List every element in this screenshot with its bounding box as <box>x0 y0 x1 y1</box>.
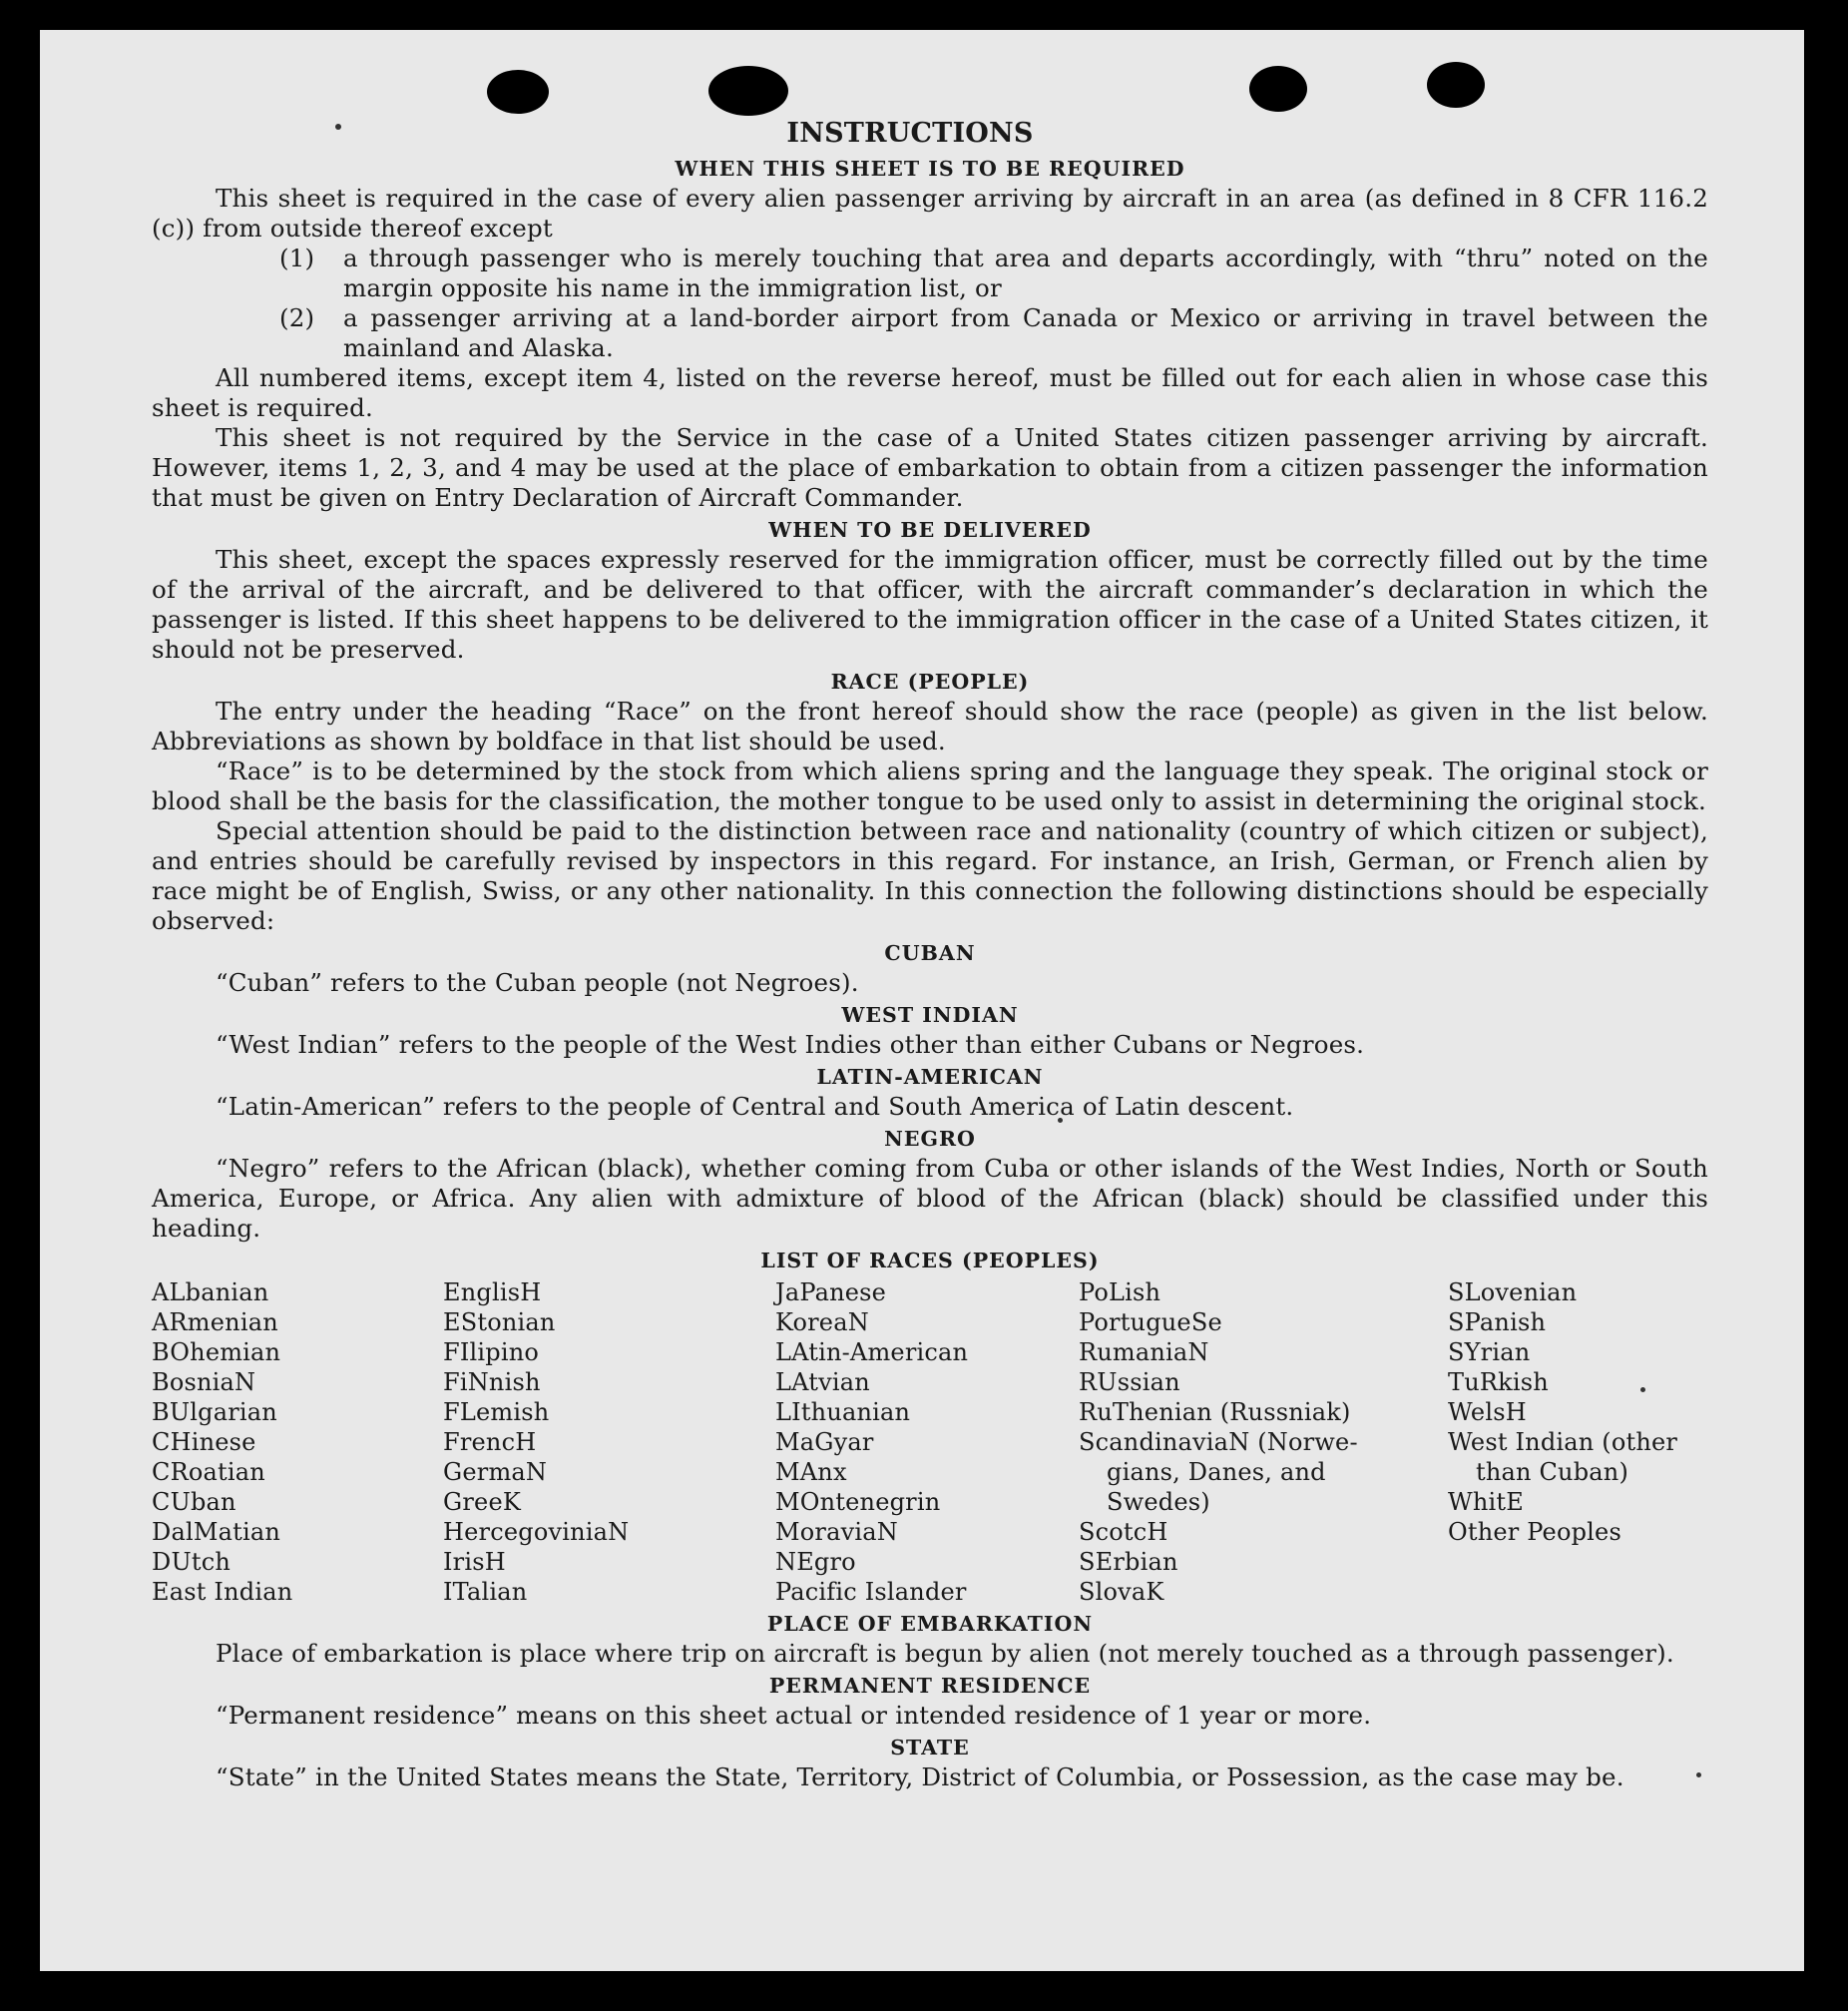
race-item: CHinese <box>152 1428 256 1456</box>
race-item: LIthuanian <box>775 1398 911 1426</box>
numbered-item-1 <box>152 244 1708 303</box>
race-list <box>152 1277 1708 1607</box>
race-item: RUssian <box>1079 1368 1180 1396</box>
race-item: RuThenian (Russniak) <box>1079 1398 1351 1426</box>
race-item: EStonian <box>443 1308 556 1336</box>
race-item-continued: than Cuban) <box>1476 1458 1629 1486</box>
race-item: TuRkish <box>1448 1368 1549 1396</box>
race-item: FIlipino <box>443 1338 540 1366</box>
item-text: a through passenger who is merely touching that area and departs accordingly, with “thru” noted on the margin opposite his name in the immigration list, or <box>343 244 1708 302</box>
paragraph: This sheet, except the spaces expressly reserved for the immigration officer, must be correctly filled out by the time of the arrival of the aircraft, and be delivered to that officer, with the aircraft commander’s declaration in which the passenger is listed. If this sheet happens to be delivered to the immigration officer in the case of a United States citizen, it should not be preserved. <box>152 545 1708 664</box>
heading-state: STATE <box>890 1736 970 1760</box>
paragraph: “Latin-American” refers to the people of Central and South America of Latin descent. <box>216 1092 1294 1121</box>
heading-embarkation: PLACE OF EMBARKATION <box>766 1612 1094 1636</box>
race-item: KoreaN <box>775 1308 869 1336</box>
race-item: WhitE <box>1448 1488 1524 1516</box>
race-item: JaPanese <box>775 1278 887 1306</box>
page-title: INSTRUCTIONS <box>786 118 1034 149</box>
race-item-continued: gians, Danes, and <box>1107 1458 1326 1486</box>
punch-hole-2 <box>708 66 788 116</box>
race-item: ScotcH <box>1079 1518 1168 1546</box>
race-column-4 <box>1079 1277 1448 1607</box>
race-item: SlovaK <box>1079 1578 1164 1606</box>
race-item: DalMatian <box>152 1518 280 1546</box>
race-item: FiNnish <box>443 1368 541 1396</box>
race-item: WelsH <box>1448 1398 1527 1426</box>
race-item: HercegoviniaN <box>443 1518 630 1546</box>
race-item: SErbian <box>1079 1548 1178 1576</box>
item-number: (1) <box>279 244 315 272</box>
numbered-item-2 <box>152 303 1708 363</box>
punch-hole-1 <box>487 70 549 114</box>
race-item: SLovenian <box>1448 1278 1578 1306</box>
heading-cuban: CUBAN <box>884 941 976 965</box>
heading-latin-american: LATIN-AMERICAN <box>816 1065 1044 1089</box>
race-item: Other Peoples <box>1448 1518 1621 1546</box>
race-item: FrencH <box>443 1428 537 1456</box>
form-sheet <box>40 30 1804 1971</box>
race-item: FLemish <box>443 1398 550 1426</box>
paragraph: Place of embarkation is place where trip on aircraft is begun by alien (not merely touched as a through passenger). <box>216 1639 1674 1668</box>
race-item: ALbanian <box>152 1278 269 1306</box>
instructions-body <box>152 116 1708 1792</box>
race-item: LAtvian <box>775 1368 870 1396</box>
race-item: PortugueSe <box>1079 1308 1222 1336</box>
punch-hole-4 <box>1427 62 1485 108</box>
paragraph: All numbered items, except item 4, listed on the reverse hereof, must be filled out for each alien in whose case this sheet is required. <box>152 363 1708 422</box>
race-item: CUban <box>152 1488 236 1516</box>
race-item: BUlgarian <box>152 1398 277 1426</box>
race-item: CRoatian <box>152 1458 265 1486</box>
race-item: NEgro <box>775 1548 856 1576</box>
paragraph: The entry under the heading “Race” on the front hereof should show the race (people) as given in the list below. Abbreviations as shown by boldface in that list should be used. <box>152 697 1708 755</box>
paragraph: “Negro” refers to the African (black), whether coming from Cuba or other islands of the West Indies, North or South America, Europe, or Africa. Any alien with admixture of blood of the African (black) should be classified under this heading. <box>152 1154 1708 1243</box>
race-item: ScandinaviaN (Norwe- <box>1079 1428 1358 1456</box>
paragraph: “Permanent residence” means on this sheet actual or intended residence of 1 year or more. <box>216 1701 1372 1730</box>
race-item: DUtch <box>152 1548 231 1576</box>
race-item: SPanish <box>1448 1308 1547 1336</box>
item-text: a passenger arriving at a land-border airport from Canada or Mexico or arriving in travel between the mainland and Alaska. <box>343 303 1708 362</box>
race-item: ITalian <box>443 1578 528 1606</box>
paragraph: This sheet is not required by the Service in the case of a United States citizen passenger arriving by aircraft. However, items 1, 2, 3, and 4 may be used at the place of embarkation to obtain from a citizen passenger the information that must be given on Entry Declaration of Aircraft Commander. <box>152 423 1708 512</box>
race-item: SYrian <box>1448 1338 1531 1366</box>
paragraph: “West Indian” refers to the people of the West Indies other than either Cubans or Negroes. <box>216 1030 1365 1059</box>
heading-when-required: WHEN THIS SHEET IS TO BE REQUIRED <box>675 157 1185 181</box>
race-item: MaGyar <box>775 1428 874 1456</box>
race-item: EnglisH <box>443 1278 542 1306</box>
heading-west-indian: WEST INDIAN <box>841 1003 1019 1027</box>
race-item: West Indian (other <box>1448 1428 1678 1456</box>
race-item: BosniaN <box>152 1368 256 1396</box>
heading-list-of-races: LIST OF RACES (PEOPLES) <box>760 1249 1100 1272</box>
heading-race: RACE (PEOPLE) <box>830 670 1030 694</box>
race-column-2 <box>443 1277 775 1607</box>
paragraph: “Race” is to be determined by the stock from which aliens spring and the language they speak. The original stock or blood shall be the basis for the classification, the mother tongue to be used only to assist in determining the original stock. <box>152 756 1708 815</box>
race-item: MoraviaN <box>775 1518 898 1546</box>
race-item: RumaniaN <box>1079 1338 1209 1366</box>
race-item: East Indian <box>152 1578 293 1606</box>
heading-when-delivered: WHEN TO BE DELIVERED <box>768 518 1092 542</box>
race-item: MAnx <box>775 1458 847 1486</box>
punch-hole-3 <box>1249 66 1307 112</box>
paragraph: This sheet is required in the case of every alien passenger arriving by aircraft in an area (as defined in 8 CFR 116.2 (c)) from outside thereof except <box>152 184 1708 243</box>
paragraph: “State” in the United States means the State, Territory, District of Columbia, or Possession, as the case may be. <box>216 1762 1624 1791</box>
race-item: PoLish <box>1079 1278 1161 1306</box>
heading-negro: NEGRO <box>884 1127 976 1151</box>
race-item: MOntenegrin <box>775 1488 941 1516</box>
item-number: (2) <box>279 303 315 332</box>
race-item: GreeK <box>443 1488 521 1516</box>
race-column-3 <box>775 1277 1079 1607</box>
heading-permanent-residence: PERMANENT RESIDENCE <box>768 1674 1092 1698</box>
race-item: IrisH <box>443 1548 506 1576</box>
race-item: GermaN <box>443 1458 548 1486</box>
paragraph: “Cuban” refers to the Cuban people (not Negroes). <box>216 968 859 997</box>
race-column-1 <box>152 1277 443 1607</box>
race-item: BOhemian <box>152 1338 281 1366</box>
race-column-5 <box>1448 1277 1708 1607</box>
race-item: ARmenian <box>152 1308 278 1336</box>
race-item: Pacific Islander <box>775 1578 967 1606</box>
paragraph: Special attention should be paid to the distinction between race and nationality (country of which citizen or subject), and entries should be carefully revised by inspectors in this regard. For instance, an Irish, German, or French alien by race might be of English, Swiss, or any other nationality. In this connection the following distinctions should be especially observed: <box>152 816 1708 935</box>
race-item: LAtin-American <box>775 1338 969 1366</box>
race-item-continued: Swedes) <box>1107 1488 1210 1516</box>
